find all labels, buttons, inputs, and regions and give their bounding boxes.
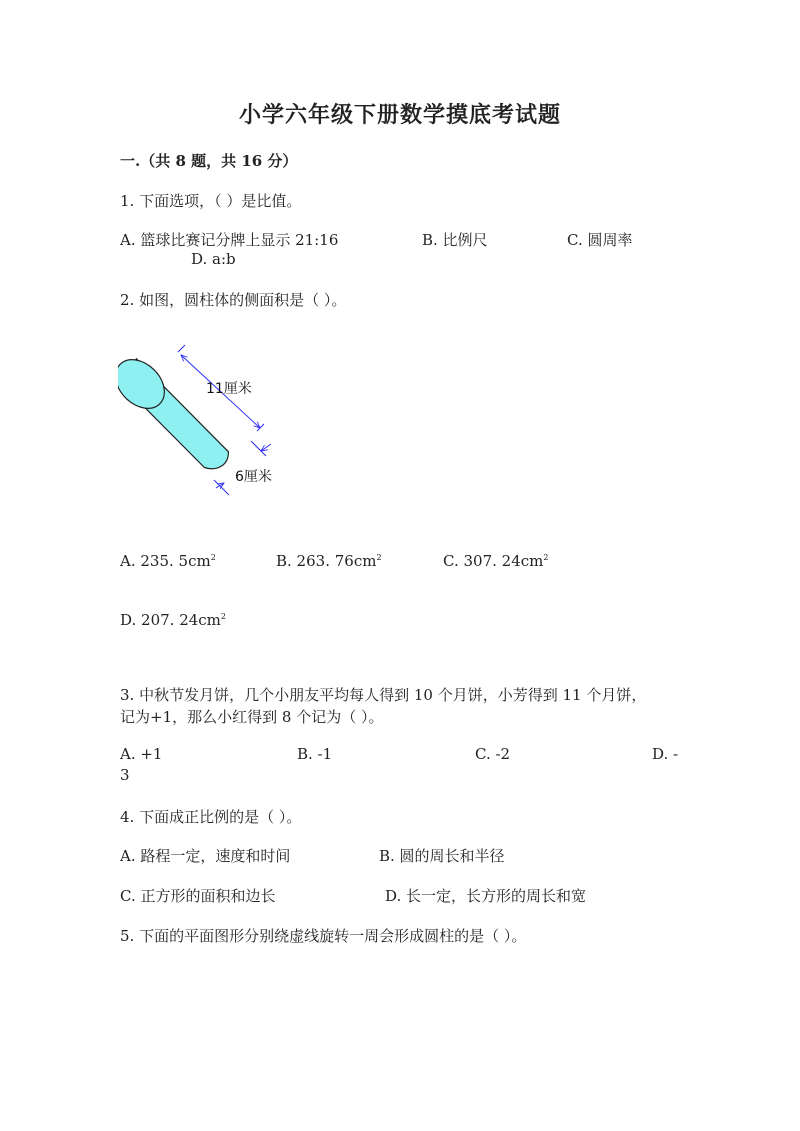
question-2-option-b: B. 263. $76cm^2$ xyxy=(276,552,382,570)
question-2-option-c: C. 307. $24cm^2$ xyxy=(443,552,549,570)
question-3-stem-line1: 3. 中秋节发月饼，几个小朋友平均每人得到 10 个月饼，小芳得到 11 个月饼， xyxy=(120,686,647,704)
question-3-option-a: A. +1 xyxy=(120,745,163,763)
question-2-option-a: A. 235. $5cm^2$ xyxy=(120,552,216,570)
question-3-option-c: C. -2 xyxy=(475,745,511,763)
question-4-option-d: D. 长一定，长方形的周长和宽 xyxy=(385,887,587,905)
question-2-option-d: D. 207. $24cm^2$ xyxy=(120,611,226,629)
diameter-label: 6厘米 xyxy=(235,469,272,485)
question-1-option-c: C. 圆周率 xyxy=(567,231,633,249)
length-label: 11厘米 xyxy=(206,381,252,397)
cylinder-shape xyxy=(118,350,228,469)
question-4-option-a: A. 路程一定，速度和时间 xyxy=(120,847,291,865)
cylinder-figure xyxy=(118,340,288,510)
question-2-stem: 2. 如图，圆柱体的侧面积是（ ）。 xyxy=(120,291,347,309)
question-1-stem: 1. 下面选项，（ ）是比值。 xyxy=(120,192,302,210)
question-3-option-d-wrap: 3 xyxy=(120,766,130,784)
page-title: 小学六年级下册数学摸底考试题 xyxy=(238,102,561,128)
question-4-stem: 4. 下面成正比例的是（ ）。 xyxy=(120,808,302,826)
question-4-option-c: C. 正方形的面积和边长 xyxy=(120,887,276,905)
question-1-option-b: B. 比例尺 xyxy=(422,231,488,249)
question-5-stem: 5. 下面的平面图形分别绕虚线旋转一周会形成圆柱的是（ ）。 xyxy=(120,927,527,945)
question-1-option-a: A. 篮球比赛记分牌上显示 21:16 xyxy=(120,231,339,249)
question-3-stem-line2: 记为+1，那么小红得到 8 个记为（ ）。 xyxy=(120,708,384,726)
section-heading: 一.（共 8 题，共 16 分） xyxy=(120,152,298,170)
question-3-option-b: B. -1 xyxy=(297,745,333,763)
question-4-option-b: B. 圆的周长和半径 xyxy=(379,847,505,865)
question-1-option-d: D. a:b xyxy=(191,250,236,268)
question-3-option-d: D. - xyxy=(652,745,679,763)
